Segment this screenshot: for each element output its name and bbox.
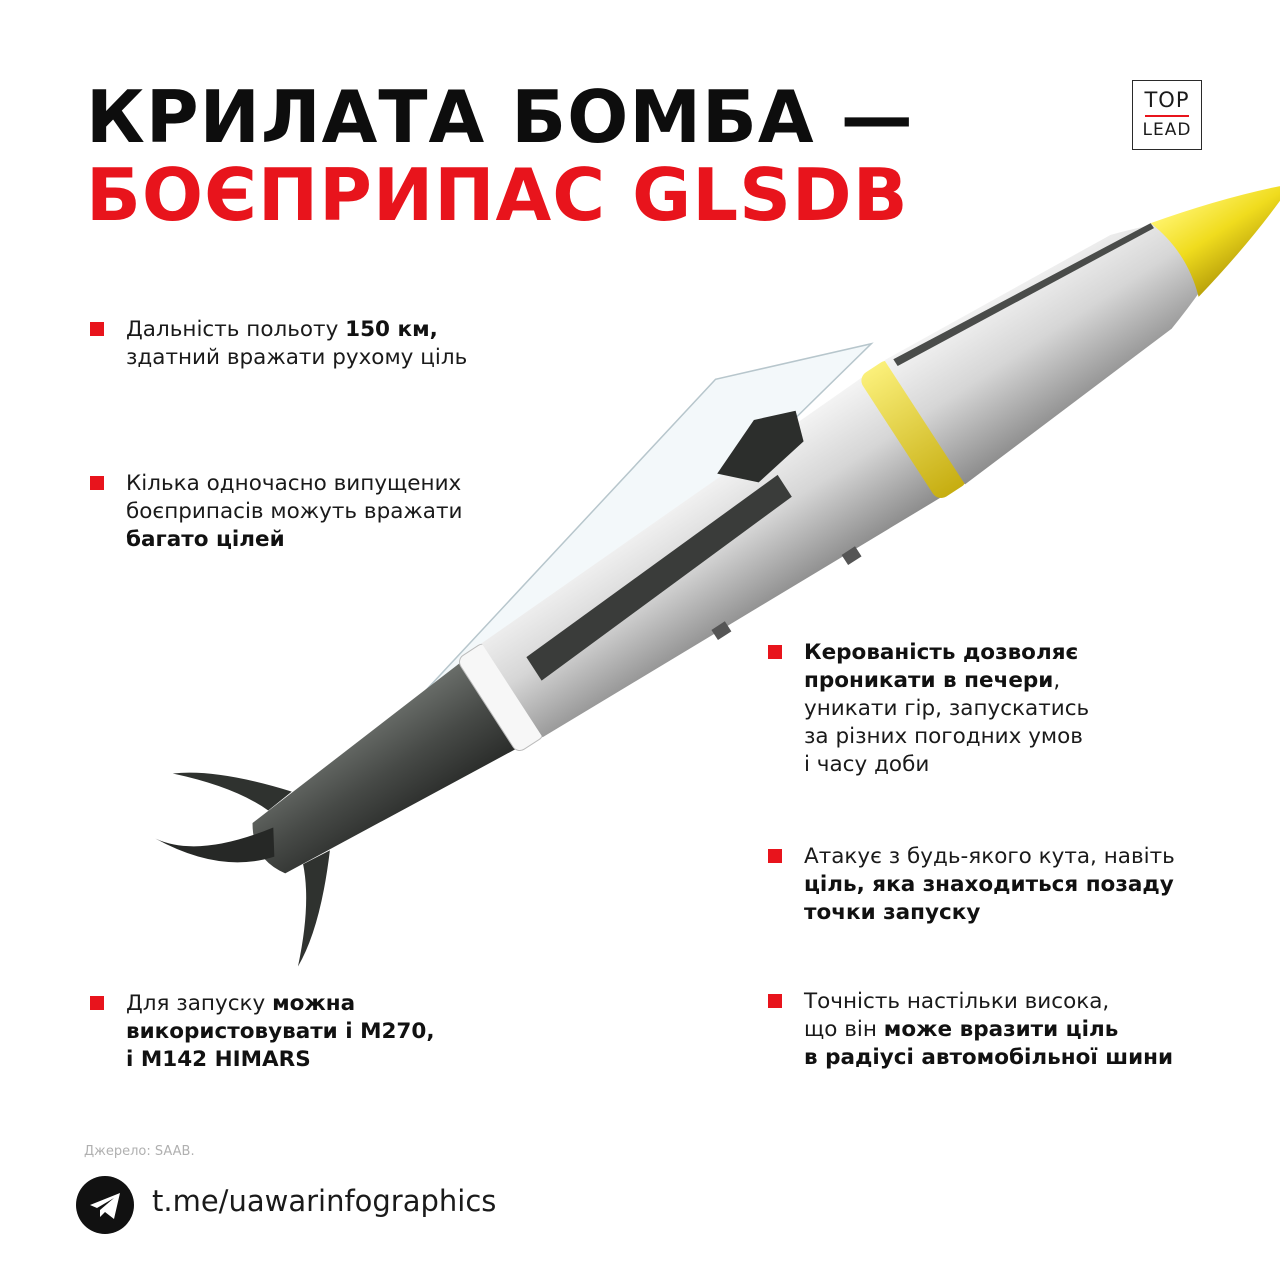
- fact-line: [804, 751, 1089, 779]
- fact-text-bold: в радіусі автомобільної шини: [804, 1045, 1174, 1070]
- logo-bottom-text: LEAD: [1142, 120, 1192, 140]
- fact-line: [804, 843, 1175, 871]
- fact-line: [804, 899, 1175, 927]
- fact-line: [804, 667, 1089, 695]
- fact-text: Атакує з будь-якого кута, навіть: [804, 844, 1175, 869]
- fact-text: уникати гір, запускатись: [804, 696, 1090, 721]
- logo-top-text: TOP: [1144, 88, 1190, 112]
- fact-text-bold: можна: [272, 991, 356, 1016]
- bullet-square: [90, 996, 104, 1010]
- fact-text-bold: Керованість дозволяє: [804, 640, 1079, 665]
- fact-line: [804, 695, 1089, 723]
- fact-line: [804, 871, 1175, 899]
- fact-text-bold: може вразити ціль: [883, 1017, 1119, 1042]
- telegram-icon[interactable]: [76, 1176, 134, 1234]
- fact-line: [126, 1018, 435, 1046]
- fact-line: [126, 344, 467, 372]
- bullet-square: [768, 645, 782, 659]
- bullet-square: [768, 849, 782, 863]
- fact-text-bold: багато цілей: [126, 527, 285, 552]
- fact-text: здатний вражати рухому ціль: [126, 345, 468, 370]
- bullet-square: [90, 476, 104, 490]
- fact-launchers: [126, 990, 435, 1074]
- fact-guidance: [804, 639, 1089, 779]
- fact-text: боєприпасів можуть вражати: [126, 499, 463, 524]
- fact-text-bold: використовувати і M270,: [126, 1019, 435, 1044]
- source-note: Джерело: SAAB.: [84, 1144, 195, 1159]
- bullet-square: [768, 994, 782, 1008]
- fact-text: і часу доби: [804, 752, 930, 777]
- title-line-1: КРИЛАТА БОМБА —: [86, 75, 914, 159]
- fact-text: за різних погодних умов: [804, 724, 1083, 749]
- fact-line: [126, 990, 435, 1018]
- fact-line: [804, 723, 1089, 751]
- fact-text: Кілька одночасно випущених: [126, 471, 462, 496]
- bomb-tail-fin-lower: [253, 848, 374, 967]
- fact-line: [804, 1044, 1173, 1072]
- fact-text: що він: [804, 1017, 884, 1042]
- fact-line: [804, 1016, 1173, 1044]
- fact-multiple-targets: [126, 470, 462, 554]
- bullet-square: [90, 322, 104, 336]
- fact-range: [126, 316, 467, 372]
- fact-precision: [804, 988, 1173, 1072]
- fact-text-bold: 150 км,: [345, 317, 438, 342]
- fact-line: [126, 498, 462, 526]
- fact-text-bold: ціль, яка знаходиться позаду: [804, 872, 1174, 897]
- fact-line: [804, 639, 1089, 667]
- telegram-link[interactable]: t.me/uawarinfographics: [152, 1184, 497, 1218]
- fact-line: [126, 470, 462, 498]
- fact-text-bold: і M142 HIMARS: [126, 1047, 311, 1072]
- title-line-2: БОЄПРИПАС GLSDB: [86, 153, 909, 237]
- fact-line: [126, 1046, 435, 1074]
- fact-text: Точність настільки висока,: [804, 989, 1110, 1014]
- fact-line: [126, 316, 467, 344]
- fact-text: Дальність польоту: [126, 317, 346, 342]
- fact-text-bold: проникати в печери: [804, 668, 1054, 693]
- fact-line: [804, 988, 1173, 1016]
- paper-plane-icon: [76, 1176, 134, 1234]
- fact-text: Для запуску: [126, 991, 273, 1016]
- fact-text-bold: точки запуску: [804, 900, 981, 925]
- fact-attack-angle: [804, 843, 1175, 927]
- fact-text: ,: [1053, 668, 1061, 693]
- fact-line: [126, 526, 462, 554]
